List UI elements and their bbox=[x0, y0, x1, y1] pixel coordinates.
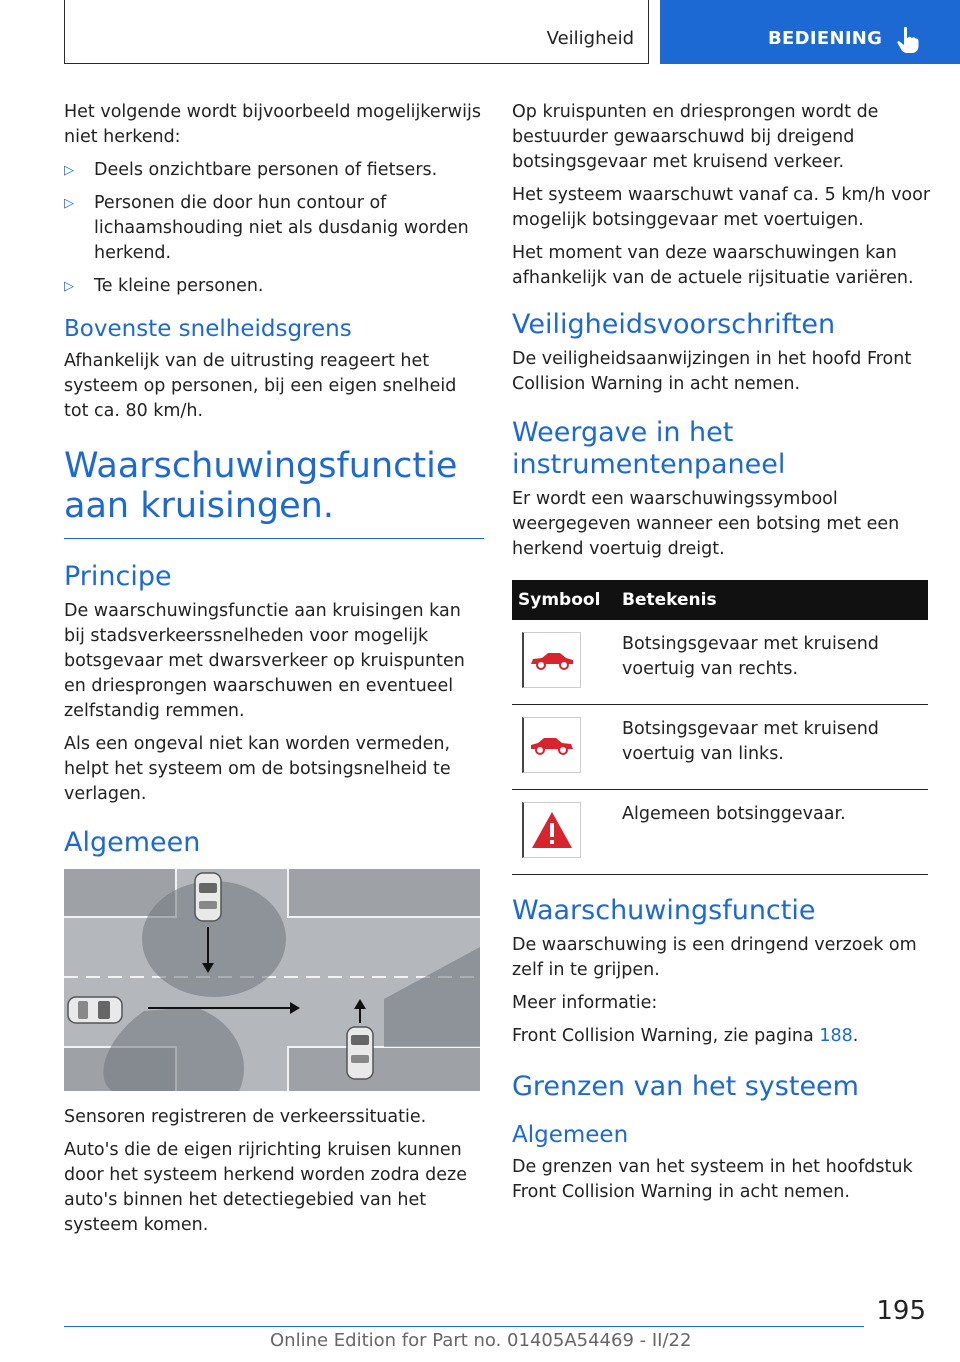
page-link[interactable]: 188 bbox=[819, 1026, 853, 1046]
column-header-symbol: Symbool bbox=[512, 580, 616, 620]
principe-text-1: De waarschuwingsfunctie aan kruisingen kan bij stadsverkeerssnelheden voor mogelijk botsgevaar met dwarsverkeer op kruispunten en driesprongen waarschuwen en eventueel zelfstandig remmen. bbox=[64, 601, 465, 721]
display-heading: Weergave in het instrumentenpaneel bbox=[512, 417, 786, 480]
safety-text: De veiligheidsaanwijzingen in het hoofd Front Collision Warning in acht nemen. bbox=[512, 349, 912, 394]
principe-text-2: Als een ongeval niet kan worden vermeden, helpt het systeem om de botsingsnelheid te verlagen. bbox=[64, 734, 451, 804]
warning-function-heading: Waarschuwingsfunctie bbox=[512, 895, 816, 926]
header-section: Veiligheid bbox=[546, 28, 634, 49]
principe-heading: Principe bbox=[64, 561, 172, 592]
header-section-box bbox=[64, 0, 649, 64]
table-row bbox=[512, 790, 928, 875]
left-column bbox=[64, 100, 484, 1246]
limits-text: De grenzen van het systeem in het hoofdstuk Front Collision Warning in acht nemen. bbox=[512, 1157, 913, 1202]
footer-divider bbox=[64, 1326, 864, 1327]
symbol-table bbox=[512, 580, 928, 875]
column-header-meaning: Betekenis bbox=[616, 580, 928, 620]
warning-function-text: De waarschuwing is een dringend verzoek om zelf in te grijpen. bbox=[512, 935, 917, 980]
right-text-1: Op kruispunten en driesprongen wordt de bestuurder gewaarschuwd bij dreigend botsingsgevaar met kruisend verkeer. bbox=[512, 102, 879, 172]
page-number: 195 bbox=[876, 1296, 926, 1326]
table-row bbox=[512, 705, 928, 790]
limits-heading: Grenzen van het systeem bbox=[512, 1071, 859, 1102]
red-car-right-icon bbox=[522, 632, 581, 688]
red-car-left-icon bbox=[522, 717, 581, 773]
algemeen-heading: Algemeen bbox=[64, 827, 201, 858]
table-header-row bbox=[512, 580, 928, 620]
car-top-view-icon bbox=[195, 873, 221, 921]
footer-edition: Online Edition for Part no. 01405A54469 - II/22 bbox=[270, 1330, 692, 1351]
caption-text-2: Auto's die de eigen rijrichting kruisen kunnen door het systeem herkend worden zodra deze auto's binnen het detectiegebied van het systeem komen. bbox=[64, 1140, 467, 1235]
table-cell: Botsingsgevaar met kruisend voertuig van links. bbox=[616, 705, 928, 790]
right-text-3: Het moment van deze waarschuwingen kan afhankelijk van de actuele rijsituatie variëren. bbox=[512, 243, 914, 288]
triangle-bullet-icon: ▷ bbox=[64, 279, 74, 294]
more-info-label: Meer informatie: bbox=[512, 993, 658, 1013]
hand-pointer-icon bbox=[896, 26, 920, 54]
triangle-bullet-icon: ▷ bbox=[64, 196, 74, 211]
table-cell: Algemeen botsinggevaar. bbox=[616, 790, 928, 875]
intro-text: Het volgende wordt bijvoorbeeld mogelijkerwijs niet herkend: bbox=[64, 102, 481, 147]
table-cell: Botsingsgevaar met kruisend voertuig van rechts. bbox=[616, 620, 928, 705]
speed-limit-heading: Bovenste snelheidsgrens bbox=[64, 316, 352, 342]
list-item: ▷ Deels onzichtbare personen of fietsers. bbox=[64, 158, 484, 183]
caption-text-1: Sensoren registreren de verkeerssituatie. bbox=[64, 1107, 427, 1127]
right-text-2: Het systeem waarschuwt vanaf ca. 5 km/h voor mogelijk botsinggevaar met voertuigen. bbox=[512, 185, 931, 230]
speed-limit-text: Afhankelijk van de uitrusting reageert het systeem op personen, bij een eigen snelheid tot ca. 80 km/h. bbox=[64, 351, 457, 421]
right-column bbox=[512, 100, 932, 1213]
bullet-list bbox=[64, 158, 484, 299]
car-top-view-icon bbox=[68, 997, 122, 1023]
list-item: ▷ Te kleine personen. bbox=[64, 274, 484, 299]
car-top-view-icon bbox=[347, 1027, 373, 1079]
warning-triangle-icon bbox=[522, 802, 581, 858]
header-chapter-box bbox=[660, 0, 960, 64]
table-row bbox=[512, 620, 928, 705]
limits-subheading: Algemeen bbox=[512, 1122, 629, 1148]
display-text: Er wordt een waarschuwingssymbool weergegeven wanneer een botsing met een herkend voertuig dreigt. bbox=[512, 489, 900, 559]
intersection-illustration bbox=[64, 869, 480, 1091]
triangle-bullet-icon: ▷ bbox=[64, 163, 74, 178]
main-heading: Waarschuwingsfunctie aan kruisingen. bbox=[64, 446, 484, 539]
header-chapter: BEDIENING bbox=[768, 28, 883, 49]
safety-heading: Veiligheidsvoorschriften bbox=[512, 309, 836, 340]
fcw-reference: Front Collision Warning, zie pagina 188. bbox=[512, 1026, 859, 1046]
list-item: ▷ Personen die door hun contour of lichaamshouding niet als dusdanig worden herkend. bbox=[64, 193, 469, 263]
